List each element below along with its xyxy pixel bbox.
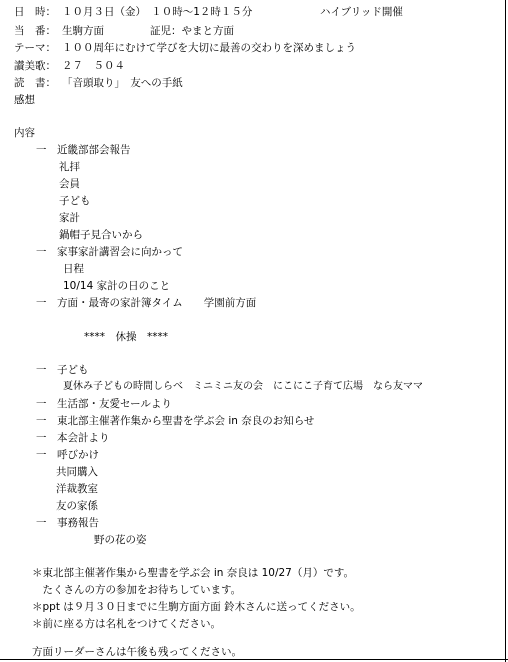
agenda-subitem: 洋裁教室 [56,483,98,495]
note-line: ＊ppt は９月３０日までに生駒方面方面 鈴木さんに送ってください。 [32,601,361,613]
date-label: 日 時： [14,6,56,18]
agenda-subitem: 家計 [59,212,80,224]
agenda-item: 一 東北部主催著作集から聖書を学ぶ会 in 奈良のお知らせ [36,415,315,427]
agenda-item: 一 家事家計講習会に向かって [36,246,183,258]
agenda-item: 一 呼びかけ [36,449,99,461]
reading-row [14,76,183,90]
agenda-item: 一 生活部・友愛セールより [36,398,172,410]
duty-row [14,24,104,38]
devotion: 証児：やまと方面 [150,25,234,37]
duty-value: 生駒方面 [62,25,104,37]
page-border-bottom [0,659,508,660]
date-row [14,5,252,19]
agenda-item: 一 本会計より [36,432,110,444]
note-line: たくさんの方の参加をお待ちしています。 [32,584,242,596]
reading-value: 「音頭取り」 友への手紙 [62,77,183,89]
agenda-subitem: 10/14 家計の日のこと [63,280,171,292]
date-value: １０月３日（金） １０時～1２時１５分 [62,6,253,18]
theme-value: １００周年にむけて学びを大切に最善の交わりを深めましょう [62,42,356,54]
break-marker: **** 休操 **** [84,331,168,343]
agenda-subitem: 日程 [63,263,84,275]
agenda-item: 一 事務報告 [36,517,99,529]
agenda-subitem: 友の家係 [56,500,98,512]
note-line: ＊前に座る方は名札をつけてください。 [32,618,221,630]
date-mode: ハイブリッド開催 [320,6,403,18]
agenda-subitem: 夏休み子どもの時間しらべ ミニミニ友の会 にこにこ子育て広場 なら友ママ [63,381,423,392]
agenda-subitem: 会員 [59,178,80,190]
theme-label: テーマ： [14,42,56,54]
reading-label: 読 書： [14,77,56,89]
hymn-label: 讃美歌： [14,60,56,72]
note-line: ＊東北部主催著作集から聖書を学ぶ会 in 奈良は 10/27（月）です。 [32,567,355,579]
agenda-subitem: 礼拝 [59,161,80,173]
theme-row [14,41,356,55]
impressions-label: 感想 [14,94,35,106]
agenda-item: 一 方面・最寄の家計簿タイム 学園前方面 [36,297,257,309]
agenda-item: 一 近畿部部会報告 [36,144,131,156]
agenda-item: 一 子ども [36,364,89,376]
agenda-subitem: 鍋帽子見合いから [59,229,143,241]
hymn-row [14,59,125,73]
duty-label: 当 番： [14,25,56,37]
agenda-subitem: 子ども [59,195,91,207]
page-border-right [505,0,506,662]
footer-note: 方面リーダーさんは午後も残ってください。 [32,646,242,658]
content-heading: 内容 [14,127,35,139]
agenda-subitem: 野の花の姿 [94,534,147,546]
agenda-subitem: 共同購入 [56,466,98,478]
hymn-value: ２７ ５０４ [62,60,125,72]
